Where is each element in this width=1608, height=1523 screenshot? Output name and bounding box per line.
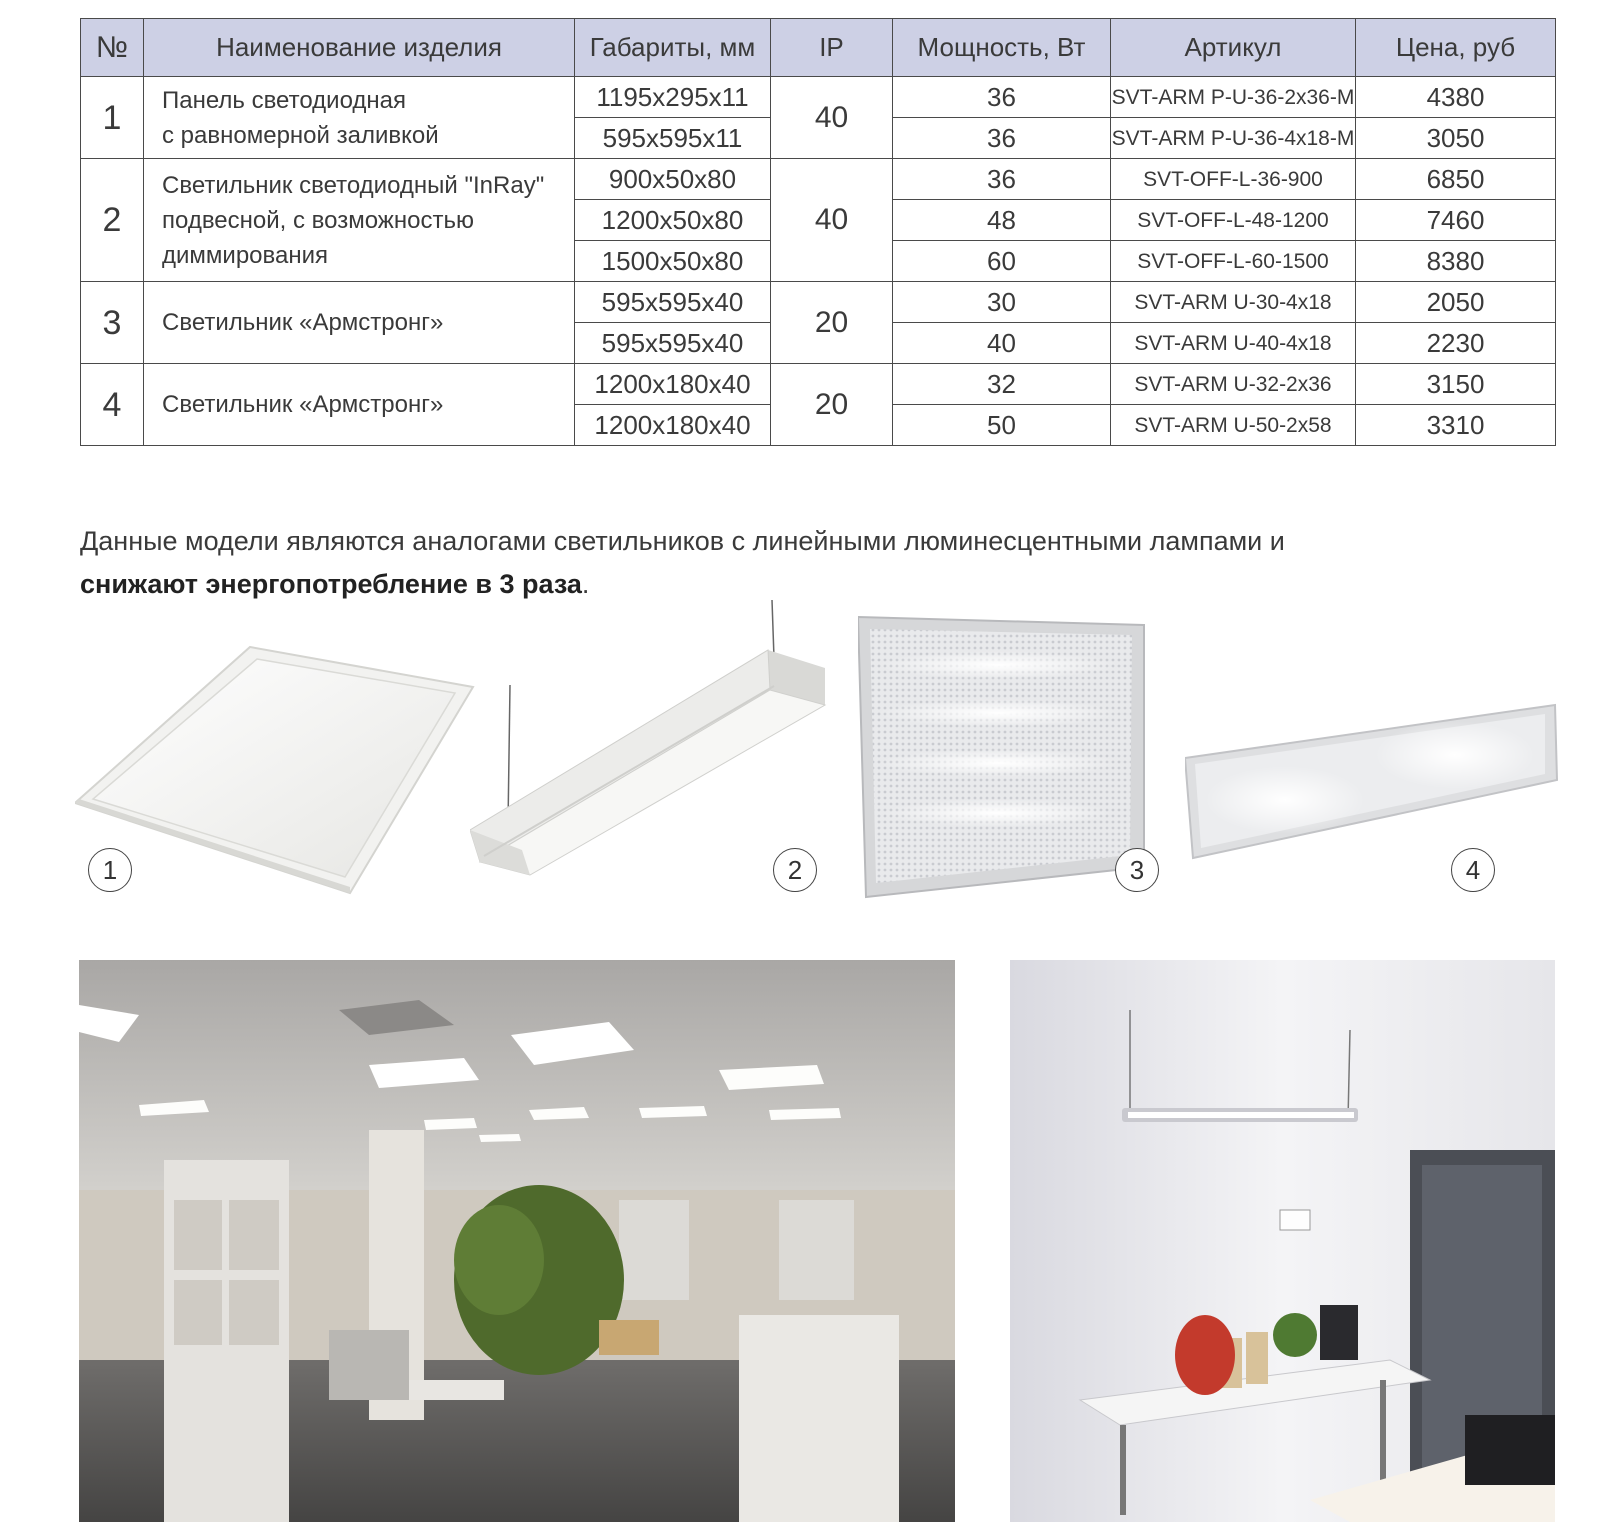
dimensions-cell: 595х595х11 <box>575 118 771 159</box>
price-cell: 2050 <box>1356 282 1556 323</box>
table-row <box>81 77 1556 118</box>
article-cell: SVT-ARM U-30-4x18 <box>1111 282 1356 323</box>
power-cell: 40 <box>893 323 1111 364</box>
ip-cell: 20 <box>771 364 893 446</box>
office-room-photo <box>1010 960 1555 1522</box>
row-number: 1 <box>81 77 144 159</box>
dimensions-cell: 1500х50х80 <box>575 241 771 282</box>
price-cell: 3150 <box>1356 364 1556 405</box>
product-name <box>144 159 575 282</box>
article-cell: SVT-OFF-L-48-1200 <box>1111 200 1356 241</box>
product-name-line: Светильник светодиодный "InRay" <box>162 171 545 199</box>
office-room-photo <box>1010 960 1555 1522</box>
article-cell: SVT-ARM U-32-2x36 <box>1111 364 1356 405</box>
table-row <box>81 159 1556 200</box>
price-cell: 4380 <box>1356 77 1556 118</box>
power-cell: 36 <box>893 77 1111 118</box>
power-cell: 50 <box>893 405 1111 446</box>
office-open-space-photo <box>79 960 955 1522</box>
table-row <box>81 364 1556 405</box>
header-dimensions: Габариты, мм <box>575 19 771 77</box>
product-name-line: Светильник «Армстронг» <box>162 391 444 418</box>
dimensions-cell: 900х50х80 <box>575 159 771 200</box>
price-cell: 6850 <box>1356 159 1556 200</box>
dimensions-cell: 1195х295х11 <box>575 77 771 118</box>
power-cell: 48 <box>893 200 1111 241</box>
product-name-line: с равномерной заливкой <box>162 121 439 149</box>
dimensions-cell: 1200х50х80 <box>575 200 771 241</box>
price-cell: 7460 <box>1356 200 1556 241</box>
product-name-line: подвесной, с возможностью <box>162 206 474 234</box>
led-panel-icon <box>75 645 475 895</box>
suspended-linear-light-icon <box>470 600 840 885</box>
header-number: № <box>81 19 144 77</box>
ip-cell: 20 <box>771 282 893 364</box>
article-cell: SVT-OFF-L-36-900 <box>1111 159 1356 200</box>
article-cell: SVT-ARM U-50-2x58 <box>1111 405 1356 446</box>
price-cell: 2230 <box>1356 323 1556 364</box>
dimensions-cell: 595х595х40 <box>575 282 771 323</box>
header-power: Мощность, Вт <box>893 19 1111 77</box>
dimensions-cell: 595х595х40 <box>575 323 771 364</box>
office-open-space-photo <box>79 960 955 1522</box>
armstrong-linear-light-icon <box>1185 700 1560 865</box>
product-badge: 4 <box>1451 848 1495 892</box>
power-cell: 30 <box>893 282 1111 323</box>
armstrong-linear-light-icon <box>1185 700 1560 865</box>
product-badge: 2 <box>773 848 817 892</box>
price-cell: 8380 <box>1356 241 1556 282</box>
table-header-row <box>81 19 1556 77</box>
note-bold: снижают энергопотребление в 3 раза <box>80 569 582 599</box>
note-end: . <box>581 569 590 599</box>
armstrong-square-light-icon <box>858 615 1148 900</box>
ip-cell: 40 <box>771 77 893 159</box>
power-cell: 60 <box>893 241 1111 282</box>
article-cell: SVT-ARM P-U-36-4x18-M <box>1111 118 1356 159</box>
row-number: 3 <box>81 282 144 364</box>
dimensions-cell: 1200х180х40 <box>575 364 771 405</box>
price-cell: 3050 <box>1356 118 1556 159</box>
header-article: Артикул <box>1111 19 1356 77</box>
product-name <box>144 77 575 159</box>
dimensions-cell: 1200х180х40 <box>575 405 771 446</box>
power-cell: 36 <box>893 159 1111 200</box>
spec-table <box>80 18 1556 446</box>
article-cell: SVT-ARM P-U-36-2x36-M <box>1111 77 1356 118</box>
power-cell: 32 <box>893 364 1111 405</box>
header-name: Наименование изделия <box>144 19 575 77</box>
product-name-line: диммирования <box>162 241 328 269</box>
product-badge: 1 <box>88 848 132 892</box>
note-text: Данные модели являются аналогами светильников с линейными люминесцентными лампами и <box>80 526 1285 556</box>
article-cell: SVT-ARM U-40-4x18 <box>1111 323 1356 364</box>
suspended-linear-light-icon <box>470 600 840 885</box>
product-name <box>144 282 575 364</box>
product-name <box>144 364 575 446</box>
energy-note <box>80 520 1540 606</box>
product-name-line: Панель светодиодная <box>162 86 406 114</box>
row-number: 4 <box>81 364 144 446</box>
article-cell: SVT-OFF-L-60-1500 <box>1111 241 1356 282</box>
armstrong-square-light-icon <box>858 615 1148 900</box>
price-cell: 3310 <box>1356 405 1556 446</box>
product-badge: 3 <box>1115 848 1159 892</box>
row-number: 2 <box>81 159 144 282</box>
power-cell: 36 <box>893 118 1111 159</box>
header-price: Цена, руб <box>1356 19 1556 77</box>
product-name-line: Светильник «Армстронг» <box>162 309 444 336</box>
ip-cell: 40 <box>771 159 893 282</box>
table-row <box>81 282 1556 323</box>
header-ip: IP <box>771 19 893 77</box>
led-panel-icon <box>75 645 475 895</box>
